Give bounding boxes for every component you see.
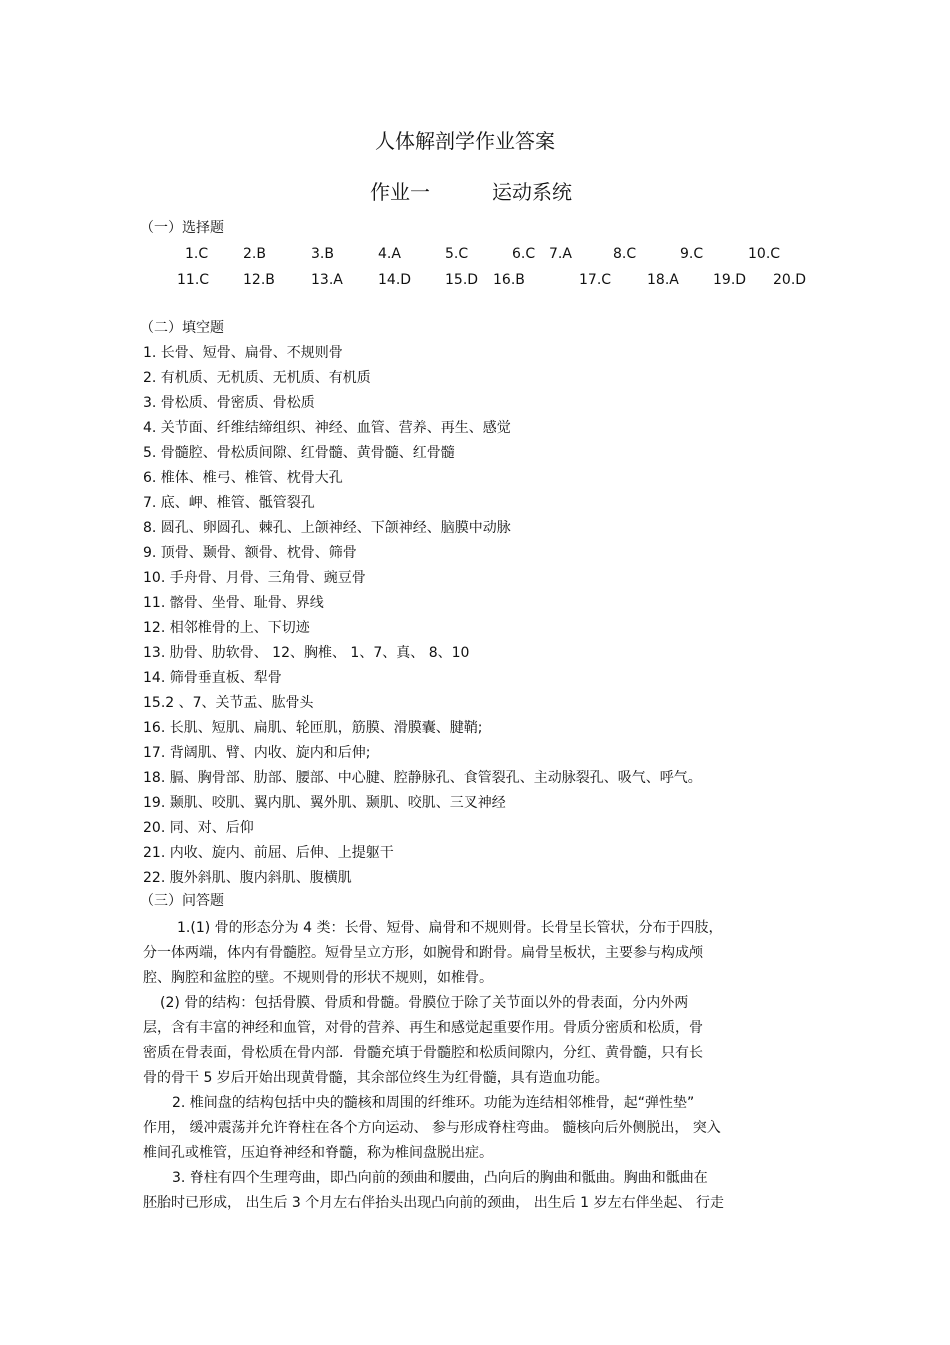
fill-answer: 7. 底、岬、椎管、骶管裂孔 xyxy=(143,495,315,511)
qa-line: 2. 椎间盘的结构包括中央的髓核和周围的纤维环。功能为连结相邻椎骨，起“弹性垫” xyxy=(172,1095,695,1111)
qa-line: 骨的骨干 5 岁后开始出现黄骨髓，其余部位终生为红骨髓，具有造血功能。 xyxy=(143,1070,609,1086)
choice-answer: 11.C xyxy=(177,272,210,288)
fill-answer: 21. 内收、旋内、前屈、后伸、上提躯干 xyxy=(143,845,394,861)
choice-answer: 20.D xyxy=(773,272,807,288)
qa-line: 3. 脊柱有四个生理弯曲，即凸向前的颈曲和腰曲，凸向后的胸曲和骶曲。胸曲和骶曲在 xyxy=(172,1170,708,1186)
fill-answer: 13. 肋骨、肋软骨、 12、胸椎、 1、7、真、 8、10 xyxy=(143,645,470,661)
choice-answer: 19.D xyxy=(713,272,747,288)
fill-answer: 16. 长肌、短肌、扁肌、轮匝肌，筋膜、滑膜囊、腱鞘; xyxy=(143,720,483,736)
qa-line: 分一体两端，体内有骨髓腔。短骨呈立方形，如腕骨和跗骨。扁骨呈板状，主要参与构成颅 xyxy=(143,945,703,961)
qa-line: 1.(1) 骨的形态分为 4 类：长骨、短骨、扁骨和不规则骨。长骨呈长管状，分布于四肢， xyxy=(177,920,723,936)
choice-answer: 12.B xyxy=(243,272,275,288)
fill-answer: 12. 相邻椎骨的上、下切迹 xyxy=(143,620,310,636)
choice-answer: 1.C xyxy=(185,246,209,262)
choice-answer: 15.D xyxy=(445,272,479,288)
fill-answer: 1. 长骨、短骨、扁骨、不规则骨 xyxy=(143,345,343,361)
choice-answer: 16.B xyxy=(493,272,525,288)
choice-answer: 14.D xyxy=(378,272,412,288)
fill-answer: 22. 腹外斜肌、腹内斜肌、腹横肌 xyxy=(143,870,352,886)
section-heading-choice: （一）选择题 xyxy=(140,220,224,236)
fill-answer: 2. 有机质、无机质、无机质、有机质 xyxy=(143,370,371,386)
choice-answer: 10.C xyxy=(748,246,781,262)
choice-answer: 4.A xyxy=(378,246,401,262)
qa-line: 密质在骨表面，骨松质在骨内部．骨髓充填于骨髓腔和松质间隙内，分红、黄骨髓，只有长 xyxy=(143,1045,703,1061)
fill-answer: 19. 颞肌、咬肌、翼内肌、翼外肌、颞肌、咬肌、三叉神经 xyxy=(143,795,506,811)
fill-answer: 20. 同、对、后仰 xyxy=(143,820,254,836)
fill-answer: 15.2 、7、关节盂、肱骨头 xyxy=(143,695,314,711)
section-heading-fill: （二）填空题 xyxy=(140,320,224,336)
qa-line: 腔、胸腔和盆腔的壁。不规则骨的形状不规则，如椎骨。 xyxy=(143,970,493,986)
choice-answer: 9.C xyxy=(680,246,704,262)
choice-answer: 6.C xyxy=(512,246,536,262)
choice-answer: 13.A xyxy=(311,272,343,288)
fill-answer: 11. 髂骨、坐骨、耻骨、界线 xyxy=(143,595,324,611)
choice-answer: 5.C xyxy=(445,246,469,262)
fill-answer: 5. 骨髓腔、骨松质间隙、红骨髓、黄骨髓、红骨髓 xyxy=(143,445,455,461)
choice-answer: 8.C xyxy=(613,246,637,262)
fill-answer: 14. 筛骨垂直板、犁骨 xyxy=(143,670,282,686)
choice-answer: 7.A xyxy=(549,246,572,262)
fill-answer: 17. 背阔肌、臂、内收、旋内和后伸; xyxy=(143,745,371,761)
choice-answer: 18.A xyxy=(647,272,679,288)
page-title: 人体解剖学作业答案 xyxy=(375,129,555,153)
qa-line: (2) 骨的结构：包括骨膜、骨质和骨髓。骨膜位于除了关节面以外的骨表面，分内外两 xyxy=(160,995,689,1011)
assignment-label: 作业一 xyxy=(370,180,430,204)
fill-answer: 3. 骨松质、骨密质、骨松质 xyxy=(143,395,315,411)
choice-answer: 17.C xyxy=(579,272,612,288)
fill-answer: 8. 圆孔、卵圆孔、棘孔、上颌神经、下颌神经、脑膜中动脉 xyxy=(143,520,511,536)
choice-answer: 3.B xyxy=(311,246,334,262)
fill-answer: 4. 关节面、纤维结缔组织、神经、血管、营养、再生、感觉 xyxy=(143,420,511,436)
fill-answer: 9. 顶骨、颞骨、额骨、枕骨、筛骨 xyxy=(143,545,357,561)
qa-line: 椎间孔或椎管，压迫脊神经和脊髓，称为椎间盘脱出症。 xyxy=(143,1145,493,1161)
qa-line: 层，含有丰富的神经和血管，对骨的营养、再生和感觉起重要作用。骨质分密质和松质，骨 xyxy=(143,1020,703,1036)
fill-answer: 10. 手舟骨、月骨、三角骨、豌豆骨 xyxy=(143,570,366,586)
fill-answer: 6. 椎体、椎弓、椎管、枕骨大孔 xyxy=(143,470,343,486)
fill-answer: 18. 膈、胸骨部、肋部、腰部、中心腱、腔静脉孔、食管裂孔、主动脉裂孔、吸气、呼气。 xyxy=(143,770,702,786)
section-heading-qa: （三）问答题 xyxy=(140,893,224,909)
assignment-topic: 运动系统 xyxy=(492,180,572,204)
qa-line: 胚胎时已形成， 出生后 3 个月左右伴抬头出现凸向前的颈曲， 出生后 1 岁左右伴坐起、 行走 xyxy=(143,1195,724,1211)
qa-line: 作用， 缓冲震荡并允许脊柱在各个方向运动、 参与形成脊柱弯曲。 髓核向后外侧脱出， 突入 xyxy=(143,1120,721,1136)
choice-answer: 2.B xyxy=(243,246,266,262)
